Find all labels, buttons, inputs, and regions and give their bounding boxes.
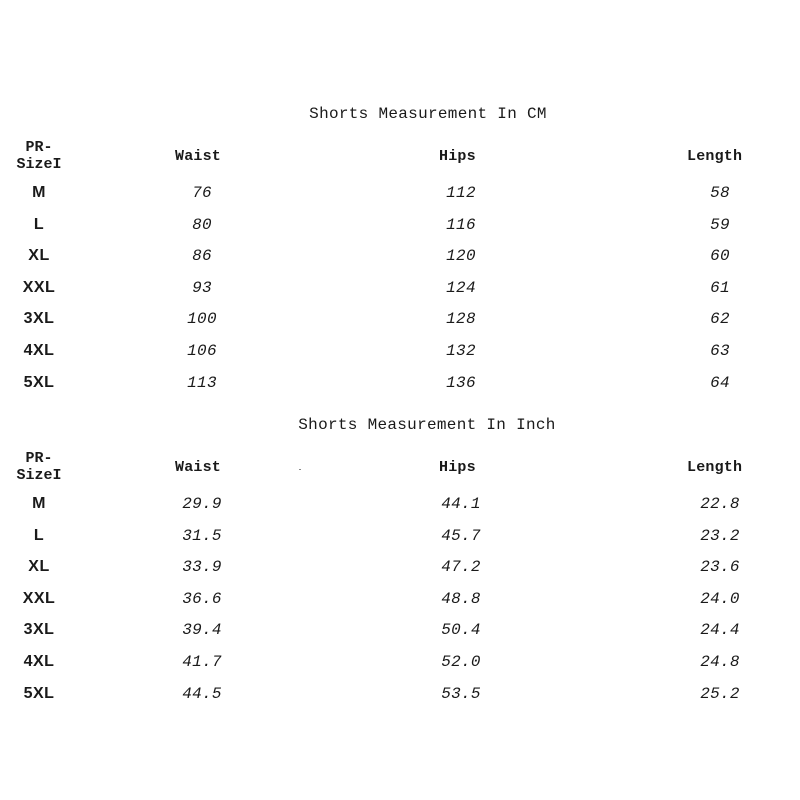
table-header-row bbox=[0, 139, 800, 179]
table-row bbox=[0, 309, 800, 341]
length-cell: 58 bbox=[710, 184, 730, 202]
table-row bbox=[0, 278, 800, 310]
hips-cell: 112 bbox=[446, 184, 476, 202]
table-body bbox=[0, 183, 800, 404]
length-cell: 61 bbox=[710, 278, 730, 297]
hips-column-header: Hips bbox=[439, 148, 476, 165]
length-cell: 63 bbox=[710, 341, 730, 360]
waist-cell: 113 bbox=[187, 373, 217, 392]
table-row bbox=[0, 494, 800, 526]
waist-cell: 100 bbox=[187, 310, 217, 329]
table-row bbox=[0, 620, 800, 652]
table-row bbox=[0, 215, 800, 247]
hips-cell: 44.1 bbox=[441, 495, 481, 513]
length-cell: 62 bbox=[710, 310, 730, 329]
waist-cell: 93 bbox=[192, 278, 212, 297]
size-cell: L bbox=[33, 215, 45, 233]
length-cell: 24.0 bbox=[700, 589, 740, 608]
stray-dot bbox=[299, 469, 301, 470]
waist-cell: 36.6 bbox=[182, 589, 222, 608]
table-row bbox=[0, 557, 800, 589]
hips-cell: 50.4 bbox=[441, 621, 481, 640]
waist-cell: 76 bbox=[192, 184, 212, 202]
waist-cell: 31.5 bbox=[182, 526, 222, 545]
table-row bbox=[0, 526, 800, 558]
hips-cell: 120 bbox=[446, 247, 476, 266]
length-cell: 60 bbox=[710, 247, 730, 266]
size-column-header bbox=[10, 450, 68, 484]
waist-column-header: Waist bbox=[175, 148, 222, 165]
hips-cell: 52.0 bbox=[441, 652, 481, 671]
table-title: Shorts Measurement In CM bbox=[309, 105, 547, 123]
waist-cell: 80 bbox=[192, 215, 212, 234]
table-row bbox=[0, 341, 800, 373]
size-header-line-1: PR- bbox=[25, 139, 53, 156]
length-column-header: Length bbox=[687, 459, 743, 476]
size-cell: 4XL bbox=[23, 652, 55, 670]
length-cell: 59 bbox=[710, 215, 730, 234]
hips-column-header: Hips bbox=[439, 459, 476, 476]
hips-cell: 132 bbox=[446, 341, 476, 360]
size-cell: 4XL bbox=[23, 341, 55, 359]
length-cell: 22.8 bbox=[700, 495, 740, 513]
hips-cell: 124 bbox=[446, 278, 476, 297]
hips-cell: 53.5 bbox=[441, 684, 481, 703]
size-cell: XXL bbox=[22, 589, 56, 607]
hips-cell: 116 bbox=[446, 215, 476, 234]
size-cell: 5XL bbox=[23, 373, 55, 391]
table-row bbox=[0, 652, 800, 684]
waist-cell: 29.9 bbox=[182, 495, 222, 513]
waist-cell: 39.4 bbox=[182, 621, 222, 640]
hips-cell: 48.8 bbox=[441, 589, 481, 608]
waist-cell: 33.9 bbox=[182, 558, 222, 577]
table-row bbox=[0, 684, 800, 716]
size-header-line-2: SizeI bbox=[16, 156, 62, 173]
waist-column-header: Waist bbox=[175, 459, 222, 476]
waist-cell: 44.5 bbox=[182, 684, 222, 703]
waist-cell: 106 bbox=[187, 341, 217, 360]
size-cell: XXL bbox=[22, 278, 56, 296]
table-row bbox=[0, 183, 800, 215]
length-cell: 64 bbox=[710, 373, 730, 392]
table-header-row bbox=[0, 450, 800, 490]
size-cell: 3XL bbox=[23, 621, 55, 639]
waist-cell: 86 bbox=[192, 247, 212, 266]
table-row bbox=[0, 373, 800, 405]
length-cell: 24.8 bbox=[700, 652, 740, 671]
size-cell: XL bbox=[28, 558, 50, 576]
size-header-line-1: PR- bbox=[25, 450, 53, 467]
size-column-header bbox=[10, 139, 68, 173]
length-column-header: Length bbox=[687, 148, 743, 165]
table-row bbox=[0, 246, 800, 278]
table-row bbox=[0, 589, 800, 621]
length-cell: 25.2 bbox=[700, 684, 740, 703]
table-title: Shorts Measurement In Inch bbox=[298, 416, 556, 434]
size-header-line-2: SizeI bbox=[16, 467, 62, 484]
size-cell: XL bbox=[28, 247, 50, 265]
hips-cell: 45.7 bbox=[441, 526, 481, 545]
size-cell: L bbox=[33, 526, 45, 544]
length-cell: 23.6 bbox=[700, 558, 740, 577]
hips-cell: 136 bbox=[446, 373, 476, 392]
size-cell: 3XL bbox=[23, 310, 55, 328]
waist-cell: 41.7 bbox=[182, 652, 222, 671]
length-cell: 23.2 bbox=[700, 526, 740, 545]
table-body bbox=[0, 494, 800, 715]
size-cell: M bbox=[32, 184, 46, 201]
hips-cell: 128 bbox=[446, 310, 476, 329]
size-cell: 5XL bbox=[23, 684, 55, 702]
size-cell: M bbox=[32, 495, 46, 512]
hips-cell: 47.2 bbox=[441, 558, 481, 577]
length-cell: 24.4 bbox=[700, 621, 740, 640]
